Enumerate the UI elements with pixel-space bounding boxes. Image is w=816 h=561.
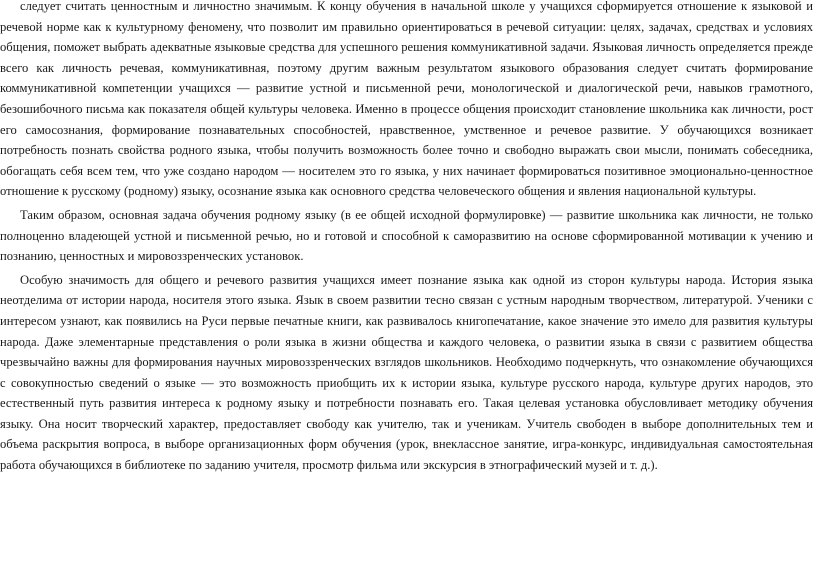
paragraph-language-culture: Особую значимость для общего и речевого развития учащихся имеет познание языка как одной из сторон культуры народа. История языка неотделима от истории народа, носителя этого языка. Язык в своем развитии тесно связан с устным народным творчеством, литературой. Ученики с интересом узнают, как появились на Руси первые печатные книги, как развивалось книгопечатание, какое значение это имело для развития культуры народа. Даже элементарные представления о роли языка в жизни общества и каждого человека, о развитии языка в связи с развитием общества чрезвычайно важны для формирования научных мировоззренческих взглядов школьников. Необходимо подчеркнуть, что ознакомление обучающихся с совокупностью сведений о языке — это возможность приобщить их к истории языка, культуре русского народа, культуре других народов, это естественный путь развития интереса к родному языку и потребности познавать его. Такая целевая установка обусловливает методику обучения языку. Она носит творческий характер, предоставляет свободу как учителю, так и ученикам. Учитель свободен в выборе дополнительных тем и объема раскрытия вопроса, в выборе организационных форм обучения (урок, внеклассное занятие, игра-конкурс, индивидуальная самостоятельная работа обучающихся в библиотеке по заданию учителя, просмотр фильма или экскурсия в этнографический музей и т. д.). — [0, 272, 813, 473]
paragraph-main-goal: Таким образом, основная задача обучения родному языку (в ее общей исходной формулировке) — развитие школьника как личности, не только полноценно владеющей устной и письменной речью, но и готовой и способной к саморазвитию на основе сформированной мотивации к учению и познанию, ценностных и мировоззренческих установок. — [0, 207, 813, 264]
paragraph-continuation: следует считать ценностным и личностно значимым. К концу обучения в начальной школе у учащихся сформируется отношение к языковой и речевой норме как к культурному феномену, что позволит им правильно ориентироваться в речевой ситуации: целях, задачах, средствах и условиях общения, поможет выбрать адекватные языковые средства для успешного решения коммуникативной задачи. Языковая личность определяется прежде всего как личность речевая, коммуникативная, поэтому другим важным результатом языкового образования следует считать формирование коммуникативной компетенции учащихся — развитие устной и письменной речи, монологической и диалогической речи, навыков грамотного, безошибочного письма как показателя общей культуры человека. Именно в процессе общения происходит становление школьника как личности, рост его самосознания, формирование познавательных способностей, нравственное, умственное и речевое развитие. У обучающихся возникает потребность познать свойства родного языка, чтобы получить возможность более точно и свободно выражать свои мысли, понимать собеседника, обогащать себя всем тем, что уже создано народом — носителем это го языка, у них начинает формироваться позитивное эмоционально-ценностное отношение к русскому (родному) языку, осознание языка как основного средства человеческого общения и явления национальной культуры. — [0, 0, 813, 199]
